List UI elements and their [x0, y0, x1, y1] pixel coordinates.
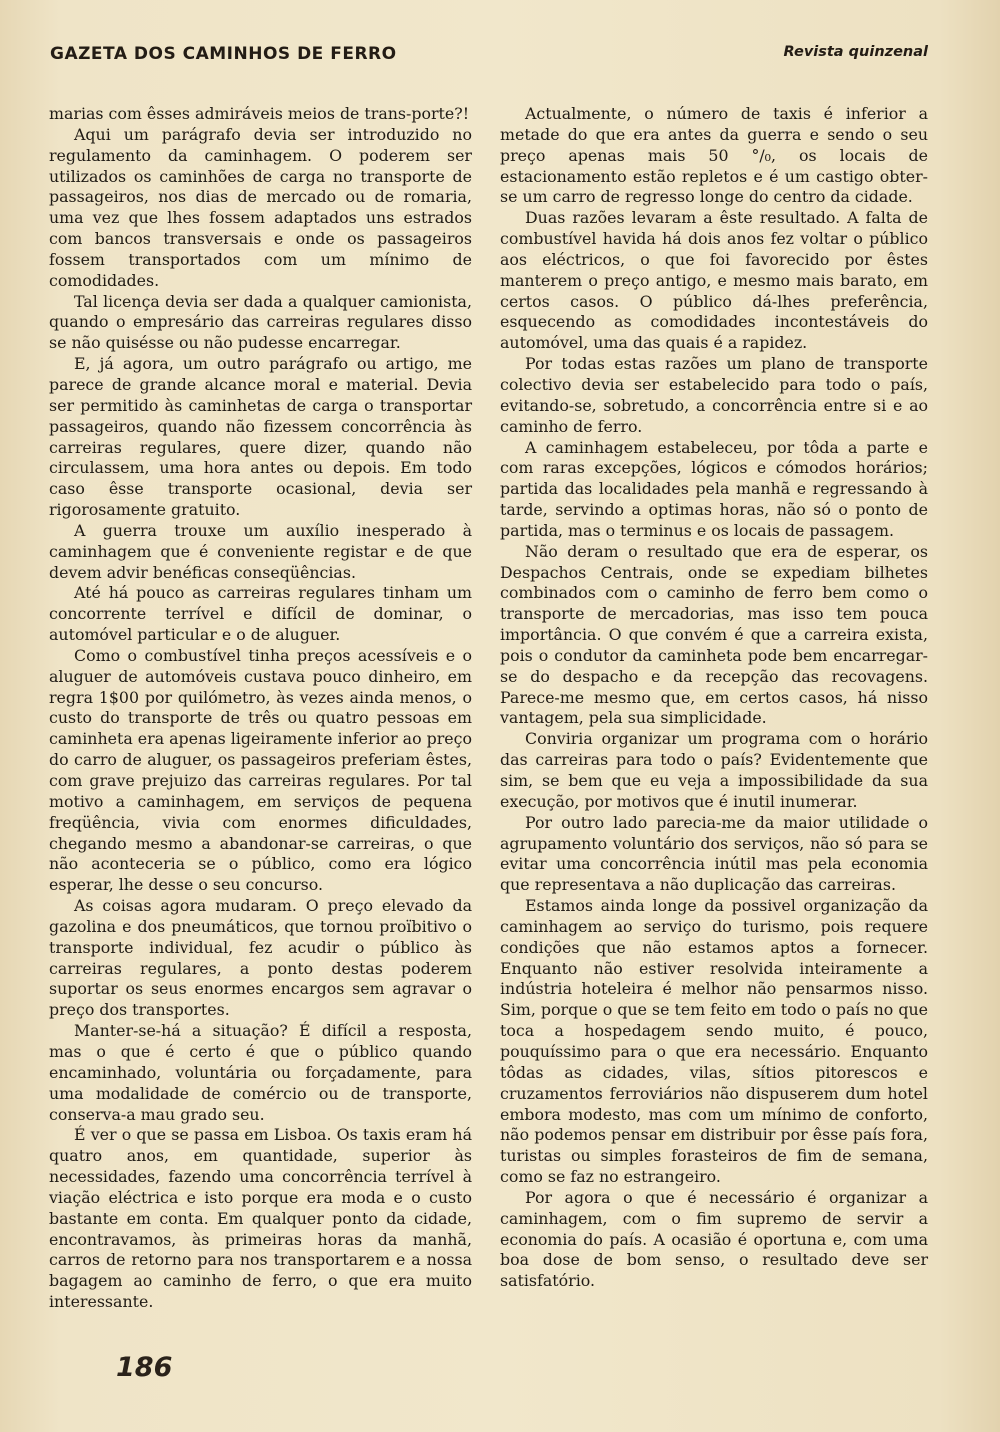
right-paragraph-9: Por agora o que é necessário é organizar a caminhagem, com o fim supremo de servir a economia do país. A ocasião é oportuna e, com uma boa dose de bom senso, o resultado deve ser satisfatório.: [500, 1187, 928, 1291]
right-column: [500, 104, 928, 1292]
left-paragraph-4: E, já agora, um outro parágrafo ou artigo, me parece de grande alcance moral e material. Devia ser permitido às caminhetas de carga o transportar passageiros, quando não fizessem concorrência às carreiras regulares, quere dizer, quando não circulassem, uma hora antes ou depois. Em todo caso êsse transporte ocasional, devia ser rigorosamente gratuito.: [49, 354, 472, 520]
right-paragraph-7: Por outro lado parecia-me da maior utilidade o agrupamento voluntário dos serviços, não só para se evitar uma concorrência inútil mas pela economia que representava a não duplicação das carreiras.: [500, 812, 928, 895]
left-paragraph-6: Até há pouco as carreiras regulares tinham um concorrente terrível e difícil de dominar, o automóvel particular e o de aluguer.: [49, 583, 472, 645]
left-paragraph-10: É ver o que se passa em Lisboa. Os taxis eram há quatro anos, em quantidade, superior às necessidades, fazendo uma concorrência terrível à viação eléctrica e isto porque era moda e o custo bastante em conta. Em qualquer ponto da cidade, encontravamos, às primeiras horas da manhã, carros de retorno para nos transportarem e a nossa bagagem ao caminho de ferro, o que era muito interessante.: [49, 1125, 472, 1312]
right-paragraph-4: A caminhagem estabeleceu, por tôda a parte e com raras excepções, lógicos e cómodos horários; partida das localidades pela manhã e regressando à tarde, servindo a optimas horas, não só o ponto de partida, mas o terminus e os locais de passagem.: [500, 437, 928, 540]
right-paragraph-8: Estamos ainda longe da possivel organização da caminhagem ao serviço do turismo, pois requere condições que não estamos aptos a fornecer. Enquanto não estiver resolvida inteiramente a indústria hoteleira é melhor não pensarmos nisso. Sim, porque o que se tem feito em todo o país no que toca a hospedagem sendo muito, é pouco, pouquíssimo para o que era necessário. Enquanto tôdas as cidades, vilas, sítios pitorescos e cruzamentos ferroviários não dispuserem dum hotel embora modesto, mas com um mínimo de conforto, não podemos pensar em distribuir por êsse país fora, turistas ou simples forasteiros de fim de semana, como se faz no estrangeiro.: [500, 896, 928, 1187]
page-number: 186: [116, 1352, 173, 1383]
right-paragraph-2: Duas razões levaram a êste resultado. A falta de combustível havida há dois anos fez voltar o público aos eléctricos, o que foi favorecido por êstes manterem o preço antigo, e mesmo mais barato, em certos casos. O público dá-lhes preferência, esquecendo as comodidades incontestáveis do automóvel, uma das quais é a rapidez.: [500, 208, 928, 353]
left-paragraph-2: Aqui um parágrafo devia ser introduzido no regulamento da caminhagem. O poderem ser utilizados os caminhões de carga no transporte de passageiros, nos dias de mercado ou de romaria, uma vez que lhes fossem adaptados uns estrados com bancos transversais e onde os passageiros fossem transportados com um mínimo de comodidades.: [49, 124, 472, 290]
left-column: [49, 104, 472, 1313]
left-paragraph-7: Como o combustível tinha preços acessíveis e o aluguer de automóveis custava pouco dinheiro, em regra 1$00 por quilómetro, às vezes ainda menos, o custo do transporte de três ou quatro pessoas em caminheta era apenas ligeiramente inferior ao preço do carro de aluguer, os passageiros preferiam êstes, com grave prejuizo das carreiras regulares. Por tal motivo a caminhagem, em serviços de pequena freqüência, vivia com enormes dificuldades, chegando mesmo a abandonar-se carreiras, o que não aconteceria se o público, como era lógico esperar, lhe desse o seu concurso.: [49, 645, 472, 895]
journal-subtitle: Revista quinzenal: [783, 44, 928, 60]
left-paragraph-1: marias com êsses admiráveis meios de trans-porte?!: [49, 104, 470, 123]
right-paragraph-5: Não deram o resultado que era de esperar, os Despachos Centrais, onde se expediam bilhetes combinados com o caminho de ferro bem como o transporte de mercadorias, mas isso tem pouca importância. O que convém é que a carreira exista, pois o condutor da caminheta pode bem encarregar-se do despacho e da recepção das recovagens. Parece-me mesmo que, em certos casos, há nisso vantagem, pela sua simplicidade.: [500, 541, 928, 728]
left-paragraph-8: As coisas agora mudaram. O preço elevado da gazolina e dos pneumáticos, que tornou proïbitivo o transporte individual, fez acudir o público às carreiras regulares, a ponto destas poderem suportar os seus enormes encargos sem agravar o preço dos transportes.: [49, 896, 472, 1020]
journal-title: GAZETA DOS CAMINHOS DE FERRO: [50, 44, 397, 64]
right-paragraph-1: Actualmente, o número de taxis é inferior a metade do que era antes da guerra e sendo o seu preço apenas mais 50 °/₀, os locais de estacionamento estão repletos e é um castigo obter-se um carro de regresso longe do centro da cidade.: [500, 104, 928, 207]
left-paragraph-3: Tal licença devia ser dada a qualquer camionista, quando o empresário das carreiras regulares disso se não quisésse ou não pudesse encarregar.: [49, 291, 472, 353]
left-paragraph-5: A guerra trouxe um auxílio inesperado à caminhagem que é conveniente registar e de que devem advir benéficas conseqüências.: [49, 520, 472, 582]
right-paragraph-3: Por todas estas razões um plano de transporte colectivo devia ser estabelecido para todo o país, evitando-se, sobretudo, a concorrência entre si e ao caminho de ferro.: [500, 354, 928, 436]
left-paragraph-9: Manter-se-há a situação? É difícil a resposta, mas o que é certo é que o público quando encaminhado, voluntária ou forçadamente, para uma modalidade de comércio ou de transporte, conserva-a mau grado seu.: [49, 1021, 472, 1124]
right-paragraph-6: Conviria organizar um programa com o horário das carreiras para todo o país? Evidentemente que sim, se bem que eu veja a impossibilidade da sua execução, por motivos que é inutil inumerar.: [500, 729, 928, 811]
